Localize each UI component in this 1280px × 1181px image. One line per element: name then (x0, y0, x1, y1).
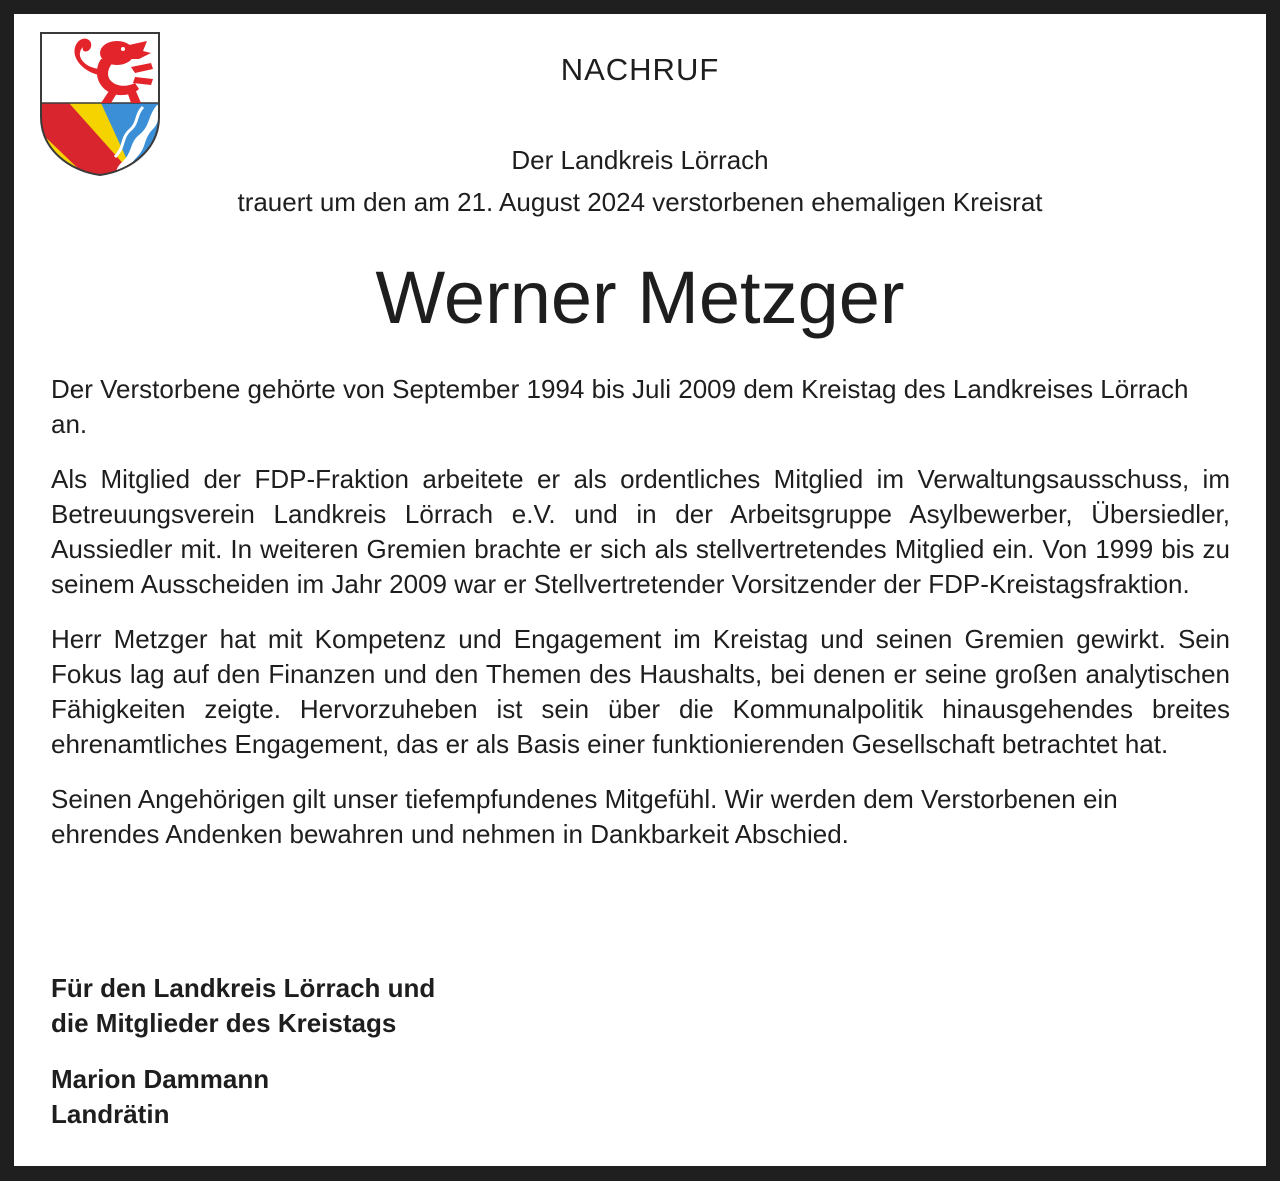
mourning-line: trauert um den am 21. August 2024 verstorbenen ehemaligen Kreisrat (237, 187, 1043, 217)
signature-organization (51, 971, 435, 1041)
paragraph-condolences: Seinen Angehörigen gilt unser tiefempfundenes Mitgefühl. Wir werden dem Verstorbenen ein ehrendes Andenken bewahren und nehmen in Dankbarkeit Abschied. (51, 784, 1118, 849)
deceased-name: Werner Metzger (375, 256, 905, 339)
signatory-name: Marion Dammann (51, 1064, 270, 1094)
notice-heading: NACHRUF (560, 52, 720, 87)
signature-person (51, 1062, 269, 1132)
obituary-notice (14, 14, 1266, 1166)
signature-org-line: Für den Landkreis Lörrach und (51, 973, 436, 1003)
signatory-title: Landrätin (51, 1099, 170, 1129)
paragraph-membership: Der Verstorbene gehörte von September 1994 bis Juli 2009 dem Kreistag des Landkreises Lörrach an. (51, 374, 1189, 439)
paragraph-committees: Als Mitglied der FDP-Fraktion arbeitete er als ordentliches Mitglied im Verwaltungsausschuss, im Betreuungsverein Landkreis Lörrach e.V. und in der Arbeitsgruppe Asylbewerber, Übersiedler, Aussiedler mit. In weiteren Gremien brachte er sich als stellvertretendes Mitglied ein. Von 1999 bis zu seinem Ausscheiden im Jahr 2009 war er Stellvertretender Vorsitzender der FDP-Kreistagsfraktion. (51, 464, 1230, 599)
paragraph-achievements: Herr Metzger hat mit Kompetenz und Engagement im Kreistag und seinen Gremien gewirkt. Sein Fokus lag auf den Finanzen und den Themen des Haushalts, bei denen er seine großen analytischen Fähigkeiten zeigte. Hervorzuheben ist sein über die Kommunalpolitik hinausgehendes breites ehrenamtliches Engagement, das er als Basis einer funktionierenden Gesellschaft betrachtet hat. (51, 624, 1230, 759)
signature-org-line: die Mitglieder des Kreistags (51, 1008, 397, 1038)
obituary-body (51, 372, 1230, 872)
issuer-line: Der Landkreis Lörrach (511, 145, 769, 175)
